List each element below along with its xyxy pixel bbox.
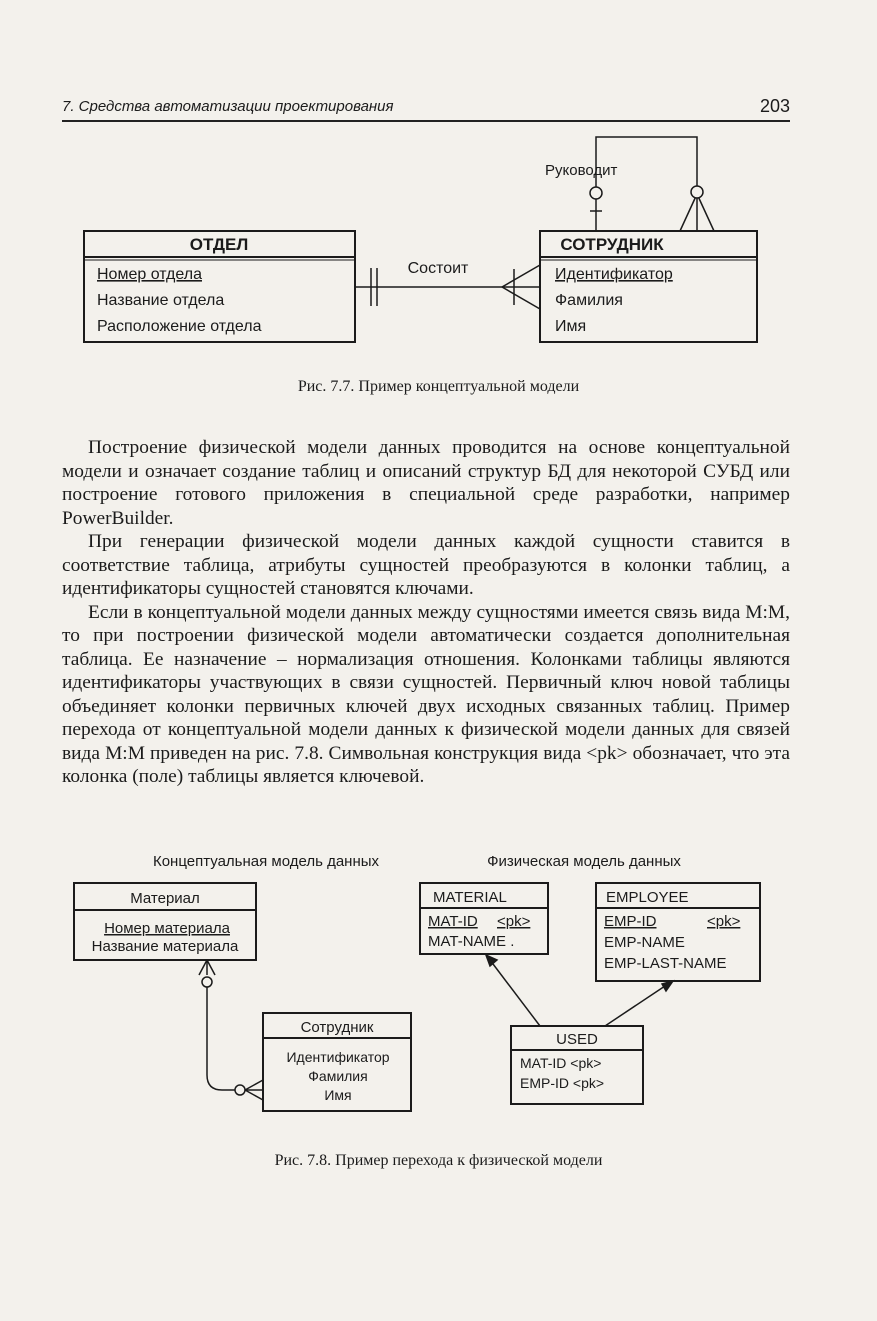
employee-col-3: EMP-LAST-NAME	[604, 955, 727, 972]
used-table-name: USED	[556, 1031, 598, 1048]
material-col-2: MAT-NAME .	[428, 933, 515, 950]
sotrudnik-attr-2: Фамилия	[555, 292, 623, 309]
paragraph-3: Если в концептуальной модели данных между сущностями имеется связь вида М:М, то при построении физической модели автоматически создается дополнительная таблица. Ее назначение – нормализация отношения. Колонками таблицы являются идентификаторы участвующих в связи сущностей. Первичный ключ новой таблицы объединяет колонки первичных ключей двух исходных связанных таблиц. Пример перехода от концептуальной модели данных к физической модели данных для связей вида М:М приведен на рис. 7.8. Символьная конструкция вида <pk> обозначает, что эта колонка (поле) таблицы является ключевой.	[62, 601, 790, 787]
self-relation-line	[596, 137, 697, 231]
sotrudnik-attr-1: Идентификатор	[286, 1049, 390, 1065]
sotrudnik-attr-3: Имя	[555, 318, 587, 335]
self-relation-label: Руководит	[545, 162, 618, 179]
fig-right-title: Физическая модель данных	[487, 853, 681, 870]
used-col-1: MAT-ID <pk>	[520, 1055, 602, 1071]
relation-label: Состоит	[407, 260, 469, 277]
employee-col-2: EMP-NAME	[604, 934, 685, 951]
entity-otdel-name: ОТДЕЛ	[189, 235, 249, 254]
sotrudnik-attr-3: Имя	[324, 1087, 352, 1103]
figure-7-7-caption: Рис. 7.7. Пример концептуальной модели	[297, 378, 580, 395]
otdel-attr-2: Название отдела	[97, 292, 225, 309]
employee-table-box	[596, 883, 760, 981]
material-col-1-key: <pk>	[497, 913, 531, 930]
material-attr-2: Название материала	[91, 938, 239, 955]
material-name: Материал	[130, 890, 200, 907]
entity-sotrudnik-name: СОТРУДНИК	[560, 235, 664, 254]
entity-sotrudnik-box	[540, 231, 757, 342]
used-table-box	[511, 1026, 643, 1104]
material-table-box	[420, 883, 548, 954]
running-head	[62, 94, 790, 122]
body-text	[62, 436, 790, 789]
otdel-attr-3: Расположение отдела	[97, 318, 262, 335]
sotrudnik-attr-2: Фамилия	[308, 1068, 368, 1084]
sotrudnik-attr-1: Идентификатор	[555, 266, 673, 283]
employee-col-1: EMP-ID	[604, 913, 657, 930]
chapter-title: 7. Средства автоматизации проектирования	[62, 98, 394, 115]
paragraph-2: При генерации физической модели данных каждой сущности ставится в соответствие таблица, атрибуты сущностей преобразуются в колонки таблиц, а идентификаторы сущностей становятся ключами.	[62, 531, 790, 599]
material-box	[74, 883, 256, 960]
otdel-attr-1: Номер отдела	[97, 266, 202, 283]
page-number: 203	[759, 96, 790, 116]
employee-col-1-key: <pk>	[707, 913, 741, 930]
fig-left-title: Концептуальная модель данных	[152, 853, 380, 870]
entity-otdel-box	[84, 231, 355, 342]
used-col-2: EMP-ID <pk>	[520, 1075, 605, 1091]
sotrudnik-box	[263, 1013, 411, 1111]
figure-7-8-caption: Рис. 7.8. Пример перехода к физической модели	[274, 1152, 603, 1169]
sotrudnik-name: Сотрудник	[300, 1019, 374, 1036]
material-attr-1: Номер материала	[104, 920, 230, 937]
material-table-name: MATERIAL	[433, 889, 507, 906]
employee-table-name: EMPLOYEE	[606, 889, 689, 906]
paragraph-1: Построение физической модели данных проводится на основе концептуальной модели и означает создание таблиц и описаний структур БД для некоторой СУБД или построение готового приложения в специальной среде разработки, например PowerBuilder.	[62, 437, 790, 529]
material-col-1: MAT-ID	[428, 913, 478, 930]
